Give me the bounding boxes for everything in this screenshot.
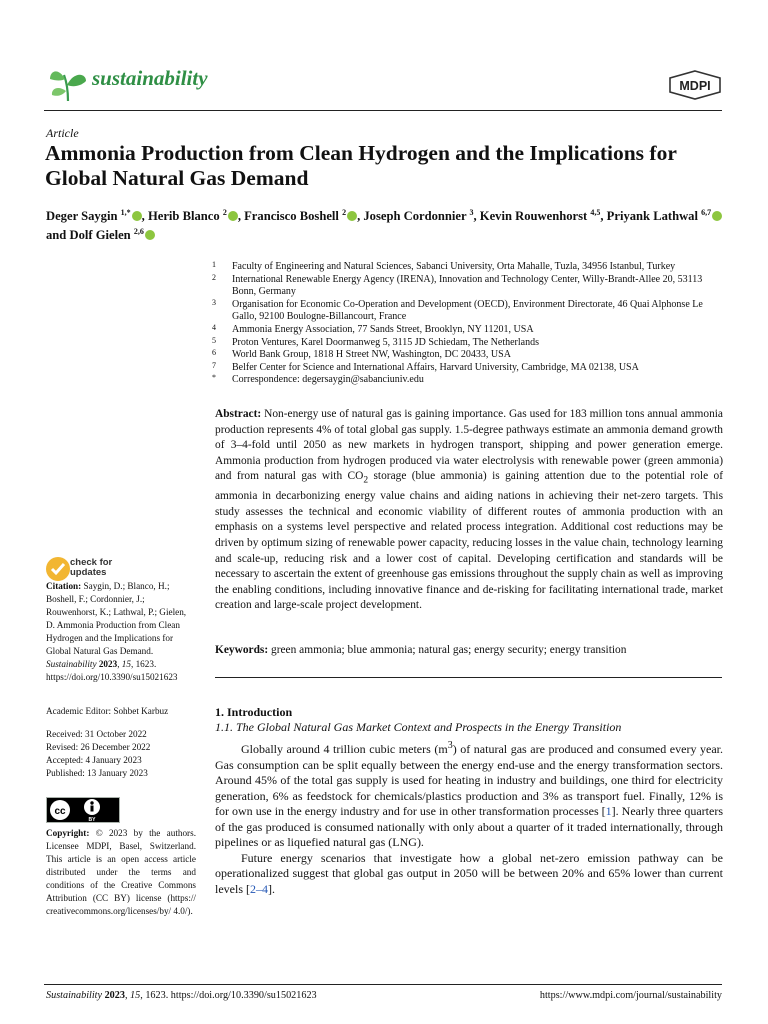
author-name: Dolf Gielen $^{2,6}$ [69, 228, 154, 242]
author-name: Kevin Rouwenhorst $^{4,5}$ [479, 208, 601, 224]
svg-text:cc: cc [54, 806, 66, 817]
check-for-updates-icon[interactable] [45, 556, 71, 582]
cc-by-license-icon[interactable] [46, 797, 120, 823]
footer-citation: Sustainability 2023, 15, 1623. https://doi.org/10.3390/su15021623 [46, 990, 317, 1001]
citation-block: Citation: Saygin, D.; Blanco, H.; Boshell, F.; Cordonnier, J.; Rouwenhorst, K.; Lathwal, P.; Gielen, D. Ammonia Production from Clean Hydrogen and the Implications for Global Natural Gas Demand. Sustainability 2023, 15, 1623. https://doi.org/10.3390/su15021623 [46, 581, 187, 682]
author-list: Deger Saygin $^{1,*}$ , Herib Blanco $^2$ , Francisco Boshell $^2$ , Joseph Cordonnier $^3$, Kevin Rouwenhorst $^{4,5}$, Priyank Lathwal $^{6,7}$ and Dolf Gielen $^{2,6}$ [46, 205, 726, 243]
orcid-icon[interactable] [712, 211, 722, 221]
affiliation-item: 7 Belfer Center for Science and International Affairs, Harvard University, Cambridge, MA 02138, USA [212, 360, 639, 373]
orcid-icon[interactable] [228, 211, 238, 221]
affiliation-item: * Correspondence: degersaygin@sabanciuniv.edu [212, 373, 424, 386]
affiliation-item: 1 Faculty of Engineering and Natural Sciences, Sabanci University, Orta Mahalle, Tuzla, 34956 Istanbul, Turkey [212, 260, 676, 272]
leaf-logo-icon [48, 63, 88, 103]
paragraph-2: Future energy scenarios that investigate how a global net-zero emission pathway can be operationalized suggest that global gas output in 2050 will be between 20% and 65% lower than current levels [2–4]. [215, 850, 723, 896]
abstract-label: Abstract: [215, 408, 262, 420]
citation-link[interactable]: 2–4 [250, 881, 268, 896]
abstract-text-2: storage (blue ammonia) is gaining attention due to the potential role of ammonia in decarbonizing energy value chains and aiding nations in achieving their net-zero targets. This study assesses the technical and economic viability of different routes of ammonia production with an emphasis on a systems level perspective and related process integration. Additional cost reductions may be driven by optimum sizing of renewable power capacity, reducing losses in the value chain, technology learning and scale-up, reducing risk and a lower cost of capital. Developing certification and standards will be necessary to ascertain the extent of greenhouse gas emissions throughout the supply chain as well as improving the enabling conditions, including innovative finance and de-risking for facilitating international trade, market creation and large-scale project development. [215, 470, 723, 612]
subsection-heading: 1.1. The Global Natural Gas Market Context and Prospects in the Energy Transition [215, 720, 622, 734]
header-rule [44, 110, 722, 111]
affiliation-item: 2 International Renewable Energy Agency (IRENA), Innovation and Technology Center, Willy-Brandt-Allee 20, 53113 Bonn, Germany [212, 272, 703, 298]
affiliation-item: 3 Organisation for Economic Co-Operation and Development (OECD), Environment Directorate, 46 Quai Alphonse Le Gallo, 92100 Boulogne-Billancourt, France [212, 297, 703, 323]
author-name: Francisco Boshell $^2$ [244, 209, 357, 223]
author-name: Joseph Cordonnier $^3$ [363, 208, 474, 224]
footer-rule [44, 984, 722, 985]
article-title: Ammonia Production from Clean Hydrogen and the Implications for Global Natural Gas Demand [45, 141, 677, 190]
journal-name: sustainability [92, 66, 208, 90]
abstract-sub: 2 [363, 475, 369, 486]
keywords-text: green ammonia; blue ammonia; natural gas; energy security; energy transition [271, 644, 627, 656]
orcid-icon[interactable] [145, 230, 155, 240]
affiliation-item: 4 Ammonia Energy Association, 77 Sands Street, Brooklyn, NY 11201, USA [212, 322, 534, 335]
keywords-rule [215, 677, 722, 678]
affiliation-list [212, 261, 724, 387]
abstract-text-1: Non-energy use of natural gas is gaining importance. Gas used for 183 million tons annual ammonia production represents 4% of total global gas supply. 1.5-degree pathways estimate an ammonia demand growth of 3–4-fold until 2050 as new markets in hydrogen transport, shipping and power generation emerge. Ammonia production from hydrogen produced via water electrolysis with renewable power (green ammonia) and from natural gas with CO [215, 408, 723, 483]
author-name: Herib Blanco $^2$ [148, 209, 238, 223]
keywords-label: Keywords: [215, 644, 269, 656]
author-name: Priyank Lathwal $^{6,7}$ [607, 209, 722, 223]
orcid-icon[interactable] [347, 211, 357, 221]
dates-block: Received: 31 October 2022 Revised: 26 December 2022 Accepted: 4 January 2023 Published: 13 January 2023 [46, 729, 151, 778]
copyright-block: Copyright: © 2023 by the authors. Licensee MDPI, Basel, Switzerland. This article is an open access article distributed under the terms and conditions of the Creative Commons Attribution (CC BY) license (https:// creativecommons.org/licenses/by/ 4.0/). [46, 828, 196, 916]
mdpi-logo [667, 70, 723, 100]
publisher-name: MDPI [679, 79, 711, 93]
orcid-icon[interactable] [132, 211, 142, 221]
keywords [215, 644, 723, 656]
paragraph-1: Globally around 4 trillion cubic meters $(m^3)$ of natural gas are produced and consumed every year. Gas consumption can be split equally between the energy end-use and the energy transformation sectors. Around 45% of the total gas supply is used for heating in industry and buildings, one third for electricity generation, 6% as feedstock for chemicals/plastics production and 3% as transport fuel. Finally, 12% is for own use in the energy industry and for use in other transformation processes [1]. Nearly three quarters of the gas produced is consumed nationally with only about a quarter of it traded internationally, through pipelines or as liquefied natural gas (LNG). [215, 740, 723, 849]
footer-journal-url[interactable]: https://www.mdpi.com/journal/sustainability [539, 990, 722, 1001]
citation-link[interactable]: 1 [605, 804, 612, 818]
section-heading: 1. Introduction [215, 705, 293, 719]
author-name: Deger Saygin $^{1,*}$ [46, 209, 142, 223]
affiliation-item: 6 World Bank Group, 1818 H Street NW, Washington, DC 20433, USA [212, 348, 511, 361]
body-text [215, 738, 723, 897]
abstract [215, 407, 723, 614]
affiliation-item: 5 Proton Ventures, Karel Doormanweg 5, 3115 JD Schiedam, The Netherlands [212, 335, 539, 348]
academic-editor: Academic Editor: Sohbet Karbuz [46, 706, 169, 716]
svg-text:BY: BY [88, 817, 96, 823]
check-for-updates-label[interactable]: check for updates [70, 557, 113, 578]
article-type: Article [46, 126, 79, 140]
